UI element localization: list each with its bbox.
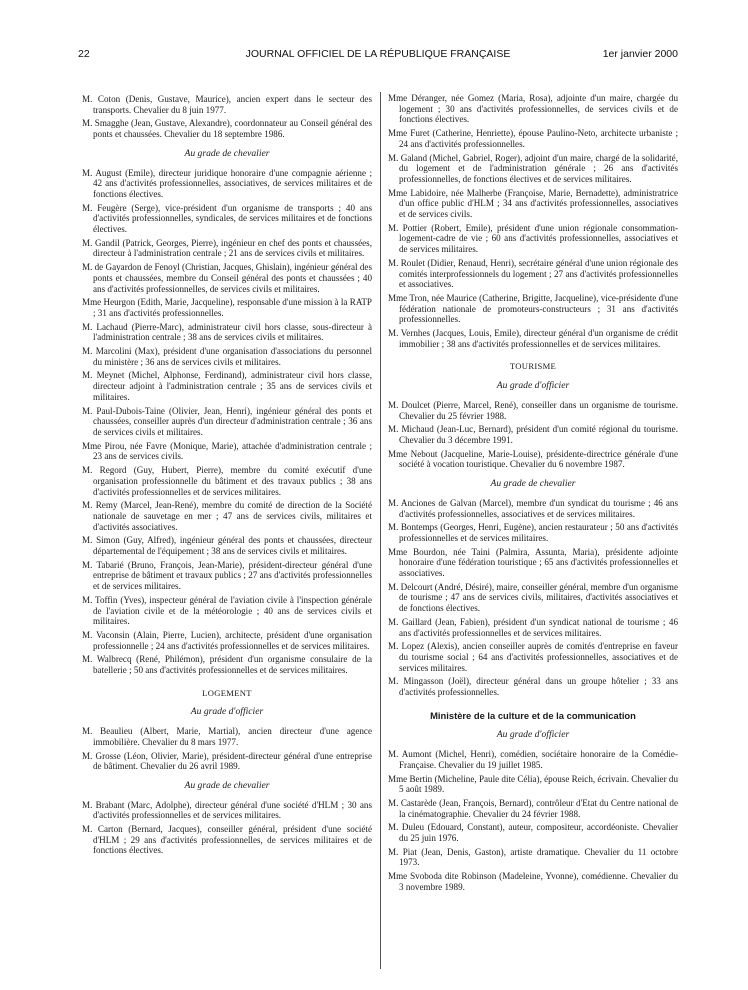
grade-heading: Au grade de chevalier	[184, 779, 270, 791]
decoration-entry: M. August (Emile), directeur juridique honoraire d'une compagnie aérienne ; 42 ans d'activités professionnelles, associatives, de services militaires et de fonctions électives.	[82, 167, 372, 199]
issue-date: 1er janvier 2000	[602, 48, 678, 60]
logement-officier-list	[82, 726, 372, 772]
logement-chevalier-list	[82, 800, 372, 857]
decoration-entry: M. Mingasson (Joël), directeur général dans un groupe hôtelier ; 33 ans d'activités professionnelles.	[388, 676, 678, 698]
decoration-entry: M. Piat (Jean, Denis, Gaston), artiste dramatique. Chevalier du 11 octobre 1973.	[388, 846, 678, 868]
section-heading-logement: LOGEMENT	[202, 687, 252, 698]
page-header	[78, 48, 678, 64]
tourisme-officier-list	[388, 400, 678, 470]
left-column	[82, 94, 372, 859]
decoration-entry: Mme Furet (Catherine, Henriette), épouse Paulino-Neto, architecte urbaniste ; 24 ans d'activités professionnelles.	[388, 128, 678, 149]
decoration-entry: M. Marcolini (Max), président d'une organisation d'associations du personnel du ministère ; 36 ans de services civils et militaires.	[82, 346, 372, 367]
decoration-entry: M. Duleu (Edouard, Constant), auteur, compositeur, accordéoniste. Chevalier du 25 juin 1976.	[388, 822, 678, 844]
grade-heading: Au grade de chevalier	[184, 147, 270, 159]
decoration-entry: M. Delcourt (André, Désiré), maire, conseiller général, membre d'un organisme de tourisme ; 47 ans de services civils, militaires, d'activités associatives et de fonctions électives.	[388, 581, 678, 614]
decoration-entry: M. Walbrecq (René, Philémon), président d'un organisme consulaire de la batellerie ; 50 ans d'activités professionnelles et de services militaires.	[82, 654, 372, 676]
grade-heading: Au grade d'officier	[496, 380, 570, 392]
decoration-entry: Mme Bourdon, née Taini (Palmira, Assunta, Maria), présidente adjointe honoraire d'une fédération touristique ; 65 ans d'activités professionnelles et associatives.	[388, 546, 678, 579]
transport-officier-list	[82, 94, 372, 140]
decoration-entry: M. Regord (Guy, Hubert, Pierre), membre du comité exécutif d'une organisation professionnelle du bâtiment et des travaux publics ; 38 ans d'activités professionnelles et de services militaires.	[82, 465, 372, 497]
column-divider	[380, 92, 381, 969]
decoration-entry: M. Castarède (Jean, François, Bernard), contrôleur d'Etat du Centre national de la cinématographie. Chevalier du 24 février 1988.	[388, 797, 678, 819]
decoration-entry: M. Coton (Denis, Gustave, Maurice), ancien expert dans le secteur des transports. Chevalier du 8 juin 1977.	[82, 94, 372, 115]
decoration-entry: M. Toffin (Yves), inspecteur général de l'aviation civile à l'inspection générale de l'aviation civile et de la météorologie ; 40 ans de services civils et militaires.	[82, 594, 372, 627]
decoration-entry: M. Roulet (Didier, Renaud, Henri), secrétaire général d'une union régionale des comités interprofessionnels du logement ; 27 ans d'activités professionnelles et associatives.	[388, 257, 678, 290]
decoration-entry: M. Remy (Marcel, Jean-René), membre du comité de direction de la Société nationale de sauvetage en mer ; 47 ans de services civils, militaires et d'activités associatives.	[82, 500, 372, 532]
decoration-entry: M. Bontemps (Georges, Henri, Eugène), ancien restaurateur ; 50 ans d'activités professionnelles et de services militaires.	[388, 522, 678, 543]
decoration-entry: Mme Heurgon (Edith, Marie, Jacqueline), responsable d'une mission à la RATP ; 31 ans d'activités professionnelles.	[82, 297, 372, 318]
grade-heading: Au grade d'officier	[496, 729, 570, 741]
transport-chevalier-list	[82, 168, 372, 676]
decoration-entry: M. Tabarié (Bruno, François, Jean-Marie), président-directeur général d'une entreprise de bâtiment et travaux publics ; 27 ans d'activités professionnelles et de services militaires.	[82, 559, 372, 592]
decoration-entry: M. Smagghe (Jean, Gustave, Alexandre), coordonnateur au Conseil général des ponts et chaussées. Chevalier du 18 septembre 1986.	[82, 118, 372, 140]
decoration-entry: Mme Déranger, née Gomez (Maria, Rosa), adjointe d'un maire, chargée du logement ; 30 ans d'activités professionnelles, de services civils et de fonctions électives.	[388, 93, 678, 125]
tourisme-chevalier-list	[388, 498, 678, 698]
decoration-entry: M. Vernhes (Jacques, Louis, Emile), directeur général d'un organisme de crédit immobilier ; 38 ans d'activités professionnelles et de services militaires.	[388, 328, 678, 349]
decoration-entry: Mme Nebout (Jacqueline, Marie-Louise), présidente-directrice générale d'une société à vocation touristique. Chevalier du 6 novembre 1987.	[388, 448, 678, 470]
logement-chevalier-continued-list	[388, 93, 678, 349]
journal-title: JOURNAL OFFICIEL DE LA RÉPUBLIQUE FRANÇAISE	[245, 48, 511, 60]
decoration-entry: Mme Svoboda dite Robinson (Madeleine, Yvonne), comédienne. Chevalier du 3 novembre 1989.	[388, 871, 678, 892]
decoration-entry: M. Doulcet (Pierre, Marcel, René), conseiller dans un organisme de tourisme. Chevalier du 25 février 1988.	[388, 399, 678, 421]
grade-heading: Au grade de chevalier	[490, 478, 576, 490]
page-number: 22	[78, 48, 90, 60]
decoration-entry: M. Pottier (Robert, Emile), président d'une union régionale consommation-logement-cadre de vie ; 60 ans d'activités professionnelles, associatives et de services militaires.	[388, 222, 678, 255]
culture-officier-list	[388, 749, 678, 892]
ministry-heading: Ministère de la culture et de la communication	[430, 709, 636, 721]
decoration-entry: M. Simon (Guy, Alfred), ingénieur général des ponts et chaussées, directeur départemental de l'équipement ; 38 ans de services civils et militaires.	[82, 535, 372, 557]
section-heading-tourisme: TOURISME	[509, 361, 557, 372]
decoration-entry: Mme Tron, née Maurice (Catherine, Brigitte, Jacqueline), vice-présidente d'une fédération nationale de promoteurs-constructeurs ; 31 ans d'activités professionnelles.	[388, 292, 678, 325]
decoration-entry: Mme Pirou, née Favre (Monique, Marie), attachée d'administration centrale ; 23 ans de services civils.	[82, 440, 372, 462]
decoration-entry: M. Beaulieu (Albert, Marie, Martial), ancien directeur d'une agence immobilière. Chevalier du 8 mars 1977.	[82, 726, 372, 747]
decoration-entry: M. Lopez (Alexis), ancien conseiller auprès de comités d'entreprise en faveur du tourisme social ; 64 ans d'activités professionnelles, associatives et de services militaires.	[388, 641, 678, 673]
decoration-entry: M. Lachaud (Pierre-Marc), administrateur civil hors classe, sous-directeur à l'administration centrale ; 38 ans de services civils et militaires.	[82, 321, 372, 343]
decoration-entry: M. Gandil (Patrick, Georges, Pierre), ingénieur en chef des ponts et chaussées, directeur à l'administration centrale ; 21 ans de services civils et militaires.	[82, 237, 372, 259]
decoration-entry: M. Gaillard (Jean, Fabien), président d'un syndicat national de tourisme ; 46 ans d'activités professionnelles et de services militaires.	[388, 616, 678, 638]
right-column	[388, 93, 678, 896]
grade-heading: Au grade d'officier	[190, 706, 264, 718]
decoration-entry: M. Vaconsin (Alain, Pierre, Lucien), architecte, président d'une organisation professionnelle ; 24 ans d'activités professionnelles et de services militaires.	[82, 629, 372, 651]
decoration-entry: M. Meynet (Michel, Alphonse, Ferdinand), administrateur civil hors classe, directeur adjoint à l'administration centrale ; 35 ans de services civils et militaires.	[82, 370, 372, 402]
decoration-entry: M. Carton (Bernard, Jacques), conseiller général, président d'une société d'HLM ; 29 ans d'activités professionnelles, de services militaires et de fonctions électives.	[82, 824, 372, 856]
decoration-entry: M. de Gayardon de Fenoyl (Christian, Jacques, Ghislain), ingénieur général des ponts et chaussées, membre du Conseil général des ponts et chaussées ; 40 ans d'activités professionnelles, de services civils et militaires.	[82, 262, 372, 294]
decoration-entry: M. Michaud (Jean-Luc, Bernard), président d'un comité régional du tourisme. Chevalier du 3 décembre 1991.	[388, 424, 678, 445]
decoration-entry: Mme Labidoire, née Malherbe (Françoise, Marie, Bernadette), administratrice d'un office public d'HLM ; 34 ans d'activités professionnelles, associatives et de services civils.	[388, 187, 678, 220]
decoration-entry: M. Brabant (Marc, Adolphe), directeur général d'une société d'HLM ; 30 ans d'activités professionnelles et de services militaires.	[82, 799, 372, 821]
decoration-entry: M. Feugère (Serge), vice-président d'un organisme de transports ; 40 ans d'activités professionnelles, syndicales, de services militaires et de fonctions électives.	[82, 202, 372, 235]
decoration-entry: M. Grosse (Léon, Olivier, Marie), président-directeur général d'une entreprise de bâtiment. Chevalier du 26 avril 1989.	[82, 750, 372, 772]
decoration-entry: Mme Bertin (Micheline, Paule dite Célia), épouse Reich, écrivain. Chevalier du 5 août 1989.	[388, 773, 678, 795]
decoration-entry: M. Aumont (Michel, Henri), comédien, sociétaire honoraire de la Comédie-Française. Chevalier du 19 juillet 1985.	[388, 749, 678, 770]
decoration-entry: M. Galand (Michel, Gabriel, Roger), adjoint d'un maire, chargé de la solidarité, du logement et de l'administration générale ; 26 ans d'activités professionnelles, de fonctions électives et de services militaires.	[388, 152, 678, 184]
decoration-entry: M. Paul-Dubois-Taine (Olivier, Jean, Henri), ingénieur général des ponts et chaussées, conseiller auprès d'un directeur d'administration centrale ; 36 ans de services civils et militaires.	[82, 405, 372, 437]
decoration-entry: M. Anciones de Galvan (Marcel), membre d'un syndicat du tourisme ; 46 ans d'activités professionnelles, associatives et de services militaires.	[388, 497, 678, 519]
